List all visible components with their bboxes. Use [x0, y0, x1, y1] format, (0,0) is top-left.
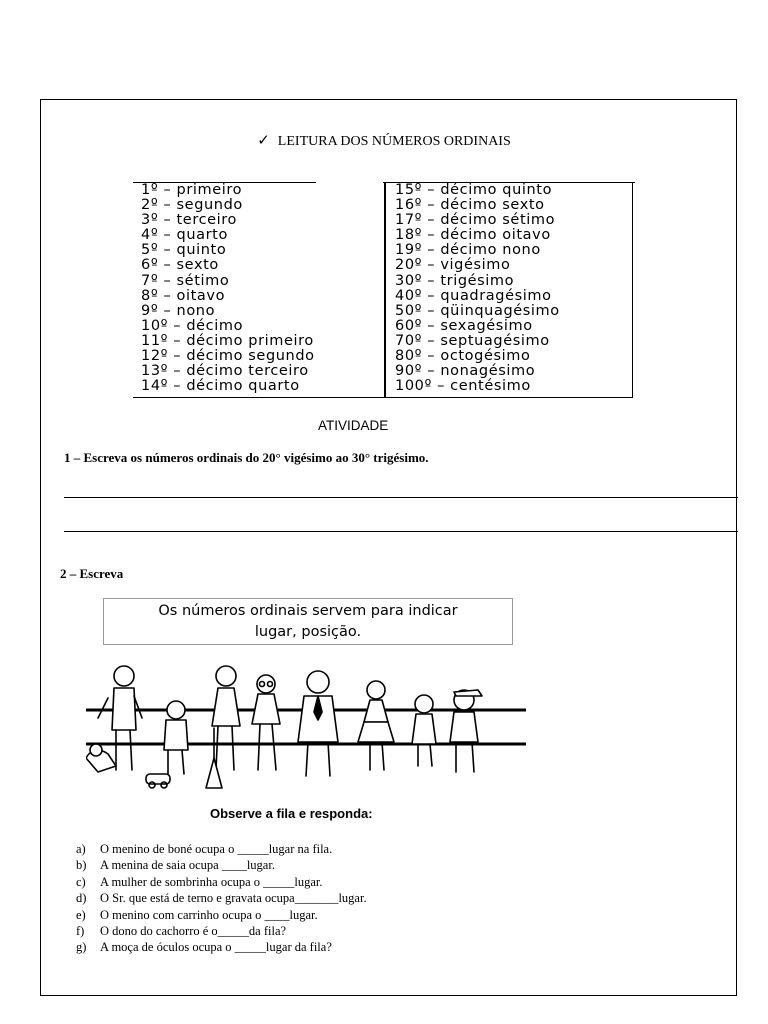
- answer-line[interactable]: [64, 531, 738, 532]
- title-text: LEITURA DOS NÚMEROS ORDINAIS: [277, 134, 511, 149]
- list-item: [76, 939, 367, 955]
- question-2: 2 – Escreva: [60, 566, 124, 581]
- ordinal-row: 70º – septuagésimo: [395, 332, 550, 349]
- girl-with-skirt-figure: [358, 681, 394, 770]
- item-letter: g): [76, 940, 87, 955]
- ordinal-row: 10º – décimo: [141, 317, 244, 334]
- item-text: O menino de boné ocupa o _____lugar na fila.: [100, 842, 333, 856]
- woman-with-umbrella-figure: [206, 666, 240, 788]
- ordinal-row: 8º – oitavo: [141, 287, 226, 304]
- ordinal-row: 50º – qüinquagésimo: [395, 302, 560, 319]
- ordinal-row: 100º – centésimo: [395, 378, 531, 395]
- ordinal-row: 9º – nono: [141, 302, 216, 319]
- ordinal-row: 18º – décimo oitavo: [395, 227, 551, 244]
- ordinal-row: 60º – sexagésimo: [395, 317, 533, 334]
- item-letter: b): [76, 858, 87, 873]
- ordinal-row: 4º – quarto: [141, 227, 228, 244]
- ordinal-row: 5º – quinto: [141, 242, 227, 259]
- ordinal-row: 13º – décimo terceiro: [141, 363, 309, 380]
- ordinal-row: 2º – segundo: [141, 197, 243, 214]
- ordinal-row: 40º – quadragésimo: [395, 287, 552, 304]
- ordinal-row: 1º – primeiro: [141, 182, 243, 198]
- list-item: [76, 923, 367, 939]
- item-letter: a): [76, 842, 86, 856]
- list-item: [76, 857, 367, 873]
- ordinal-row: 14º – décimo quarto: [141, 378, 300, 395]
- man-with-dog-figure: [86, 666, 142, 772]
- woman-with-glasses-figure: [252, 675, 280, 770]
- item-letter: f): [76, 924, 85, 939]
- ordinals-right-column: [395, 183, 560, 394]
- ordinal-row: 19º – décimo nono: [395, 242, 541, 259]
- checkmark-icon: ✓: [257, 131, 270, 149]
- question-1: 1 – Escreva os números ordinais do 20° vigésimo ao 30° trigésimo.: [64, 450, 429, 465]
- ordinal-row: 30º – trigésimo: [395, 272, 515, 289]
- ordinal-row: 3º – terceiro: [141, 212, 238, 229]
- ordinal-row: 90º – nonagésimo: [395, 363, 536, 380]
- info-line: lugar, posição.: [254, 624, 362, 640]
- man-in-suit-figure: [298, 671, 338, 776]
- table-divider: [632, 182, 633, 398]
- item-letter: d): [76, 891, 87, 906]
- ordinal-row: 12º – décimo segundo: [141, 348, 315, 365]
- question-list: [76, 841, 367, 956]
- ordinal-row: 11º – décimo primeiro: [141, 332, 314, 349]
- answer-line[interactable]: [64, 497, 738, 498]
- ordinal-row: 16º – décimo sexto: [395, 197, 545, 214]
- ordinal-row: 15º – décimo quinto: [395, 182, 553, 198]
- small-girl-figure: [412, 695, 436, 766]
- info-line: Os números ordinais servem para indicar: [158, 603, 458, 619]
- item-letter: c): [76, 874, 86, 889]
- item-letter: e): [76, 907, 86, 922]
- ordinal-row: 20º – vigésimo: [395, 257, 511, 274]
- ordinal-row: 7º – sétimo: [141, 272, 230, 289]
- ordinal-row: 80º – octogésimo: [395, 348, 531, 365]
- ordinal-row: 6º – sexto: [141, 257, 219, 274]
- list-item: [76, 874, 367, 890]
- list-item: [76, 841, 367, 857]
- item-text: A menina de saia ocupa ____lugar.: [100, 858, 275, 873]
- ordinals-table: [133, 182, 633, 398]
- item-text: O menino com carrinho ocupa o ____lugar.: [100, 907, 318, 922]
- ordinal-row: 17º – décimo sétimo: [395, 212, 556, 229]
- table-rule: [133, 397, 633, 398]
- ordinals-left-column: [141, 183, 315, 394]
- boy-with-cap-figure: [450, 690, 482, 772]
- questions-subtitle: Observe a fila e responda:: [210, 806, 373, 821]
- page-title: [0, 131, 768, 150]
- item-text: A moça de óculos ocupa o _____lugar da fila?: [100, 940, 332, 955]
- item-text: A mulher de sombrinha ocupa o _____lugar.: [100, 874, 323, 889]
- queue-illustration: [86, 658, 526, 793]
- info-box: [103, 598, 513, 645]
- item-text: O Sr. que está de terno e gravata ocupa_______lugar.: [100, 891, 367, 906]
- table-divider: [384, 182, 386, 398]
- list-item: [76, 890, 367, 906]
- item-text: O dono do cachorro é o_____da fila?: [100, 924, 287, 939]
- list-item: [76, 907, 367, 923]
- activity-title: ATIVIDADE: [318, 418, 389, 433]
